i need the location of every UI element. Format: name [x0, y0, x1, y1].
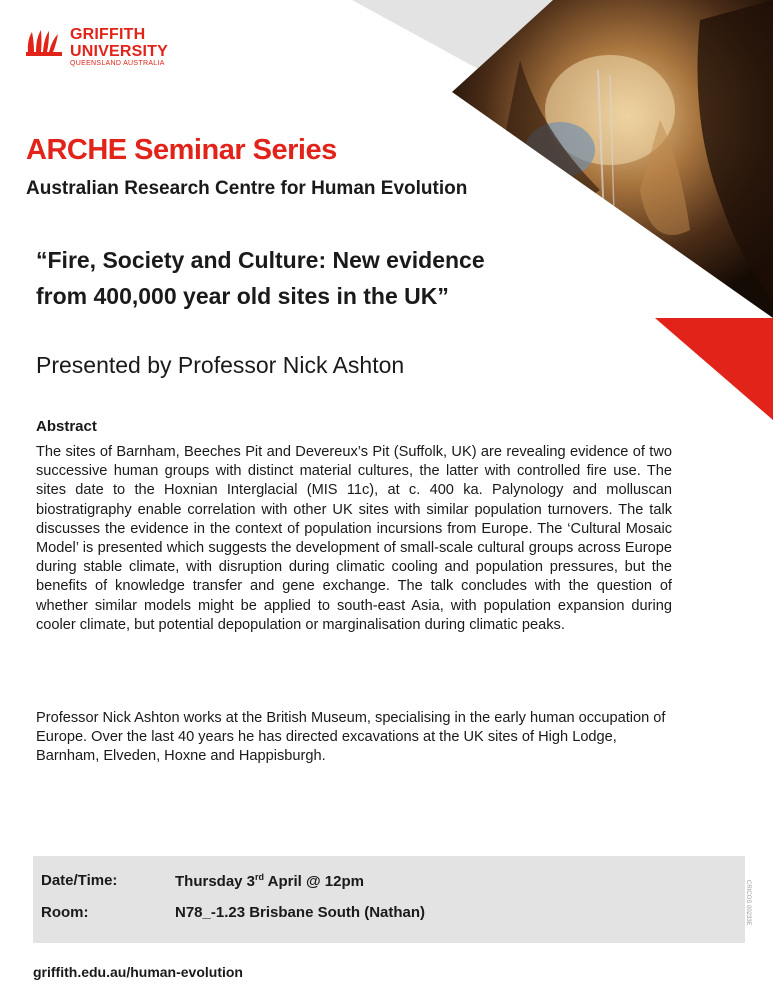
room-value: N78_-1.23 Brisbane South (Nathan) [175, 904, 426, 921]
griffith-logo-mark-icon [26, 28, 64, 60]
abstract-body: The sites of Barnham, Beeches Pit and Devereux’s Pit (Suffolk, UK) are revealing evidence of two successive human groups with distinct material cultures, the latter with controlled fire use. The sites date to the Hoxnian Interglacial (MIS 11c), at c. 400 ka. Palynology and molluscan biostratigraphy enable correlation with other UK sites with similar population turnovers. The talk discusses the evidence in the context of population incursions from Europe. The ‘Cultural Mosaic Model’ is presented which suggests the development of small-scale cultural groups across Europe during stable climate, with disruption during climatic cooling and population pressures, but the benefits of knowledge transfer and gene exchange. The talk concludes with the question of whether similar models might be applied to south-east Asia, with population expansion during cooler climate, but potential depopulation or marginalisation during climatic peaks. [36, 444, 672, 633]
date-value-suffix: April @ 12pm [264, 873, 364, 890]
series-title: ARCHE Seminar Series [26, 134, 337, 166]
series-subtitle: Australian Research Centre for Human Evolution [26, 178, 468, 199]
griffith-logo [26, 26, 186, 70]
talk-title-line2: from 400,000 year old sites in the UK” [36, 283, 449, 309]
presenter-bio: Professor Nick Ashton works at the British Museum, specialising in the early human occupation of Europe. Over the last 40 years he has directed excavations at the UK sites of High Lodge, Barnham, Elveden, Hoxne and Happisburgh. [36, 710, 666, 765]
room-label: Room: [41, 904, 89, 921]
date-value-prefix: Thursday 3 [175, 873, 256, 890]
cricos-code: CRICOS 00233E [745, 880, 751, 926]
date-label: Date/Time: [41, 872, 118, 889]
logo-wordmark-line1: GRIFFITH [70, 26, 146, 43]
red-triangle-shape [655, 318, 773, 420]
logo-tagline: QUEENSLAND AUSTRALIA [70, 60, 165, 67]
abstract-heading: Abstract [36, 418, 97, 435]
date-value [175, 872, 364, 890]
presenter-line: Presented by Professor Nick Ashton [36, 352, 405, 378]
talk-title [36, 242, 556, 314]
event-details-box [33, 856, 745, 943]
date-ordinal: rd [255, 872, 265, 882]
logo-wordmark-line2: UNIVERSITY [70, 43, 169, 60]
website-link[interactable]: griffith.edu.au/human-evolution [33, 964, 243, 980]
talk-title-line1: “Fire, Society and Culture: New evidence [36, 247, 485, 273]
